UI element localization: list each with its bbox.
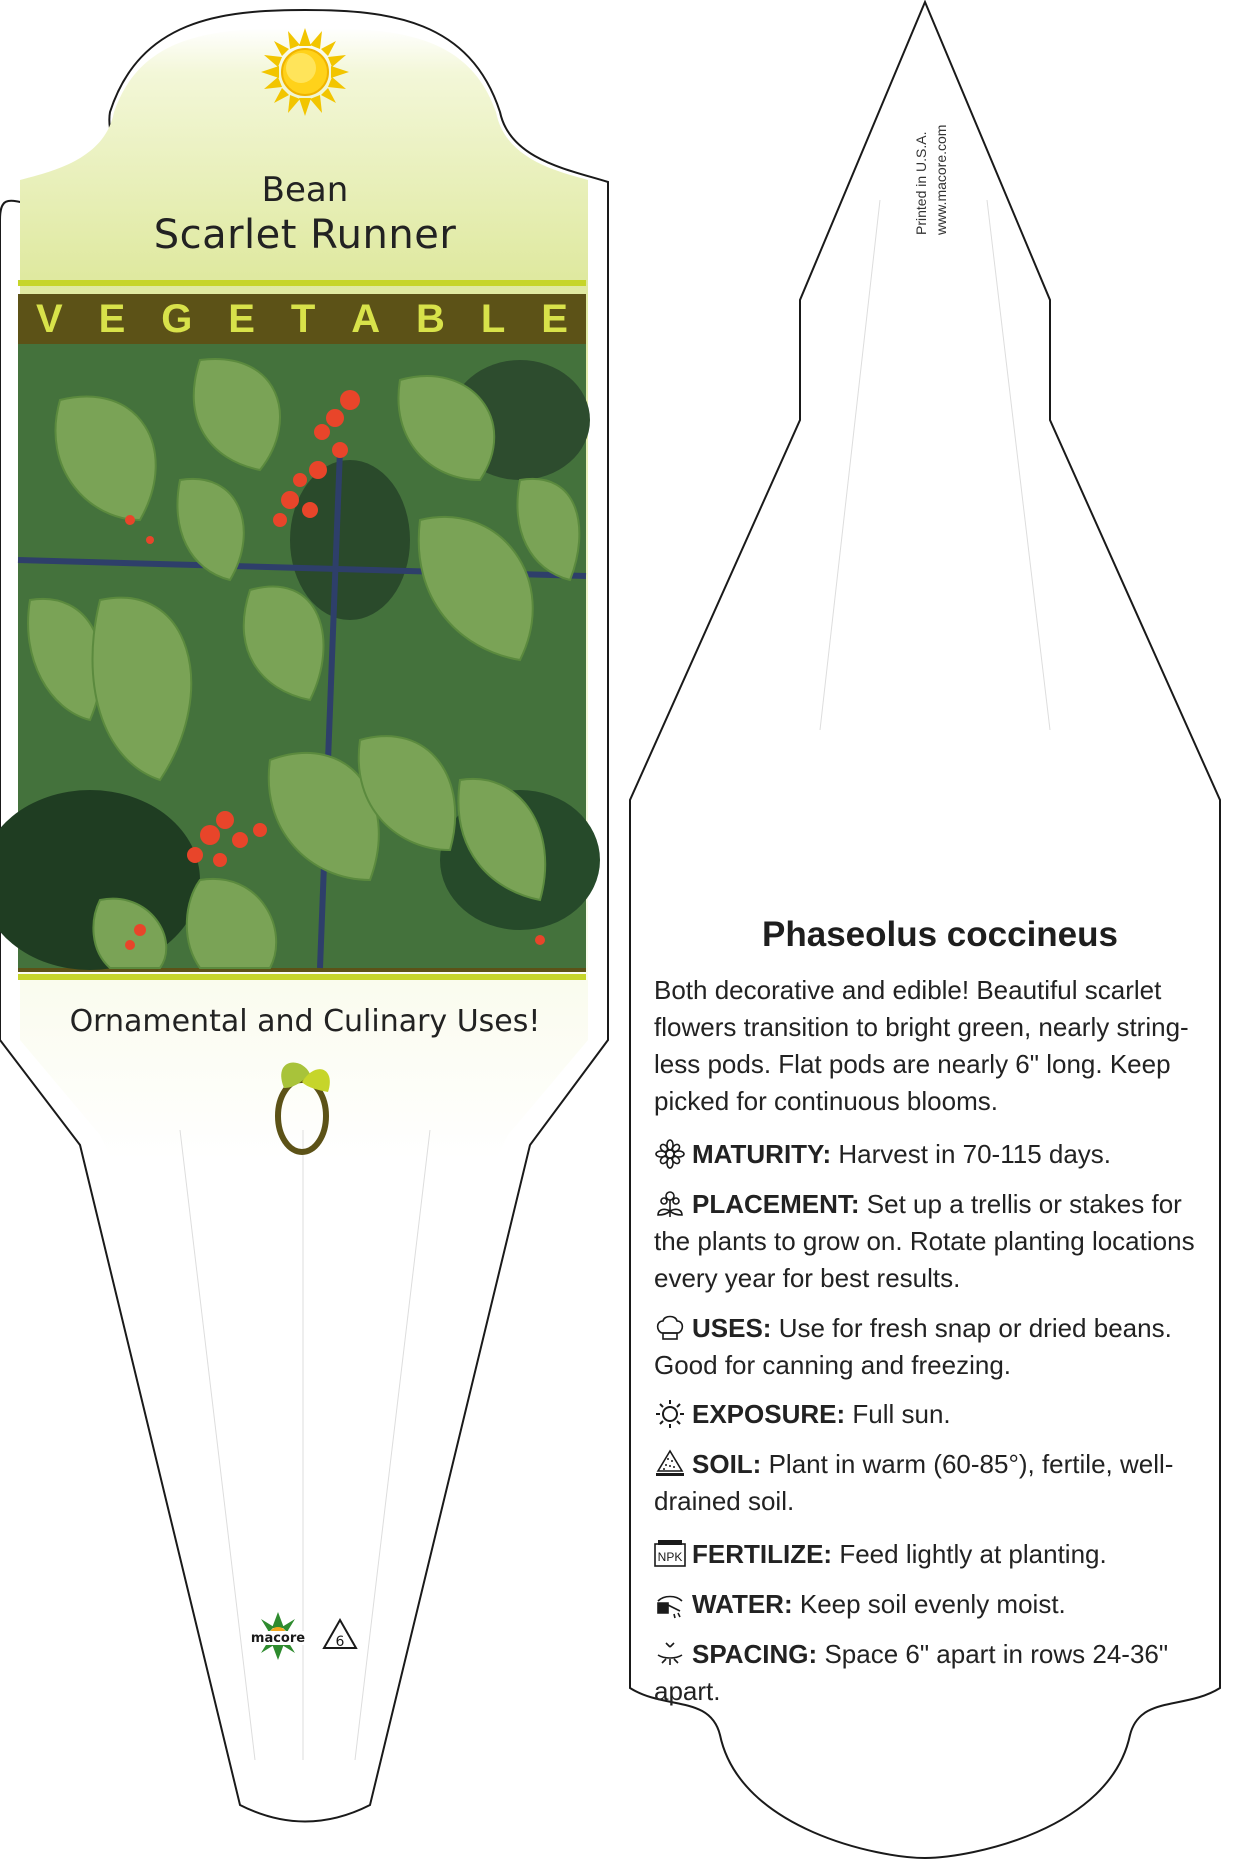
care-label: FERTILIZE: [692,1539,833,1569]
care-text: Keep soil evenly moist. [799,1589,1066,1619]
website: www.macore.com [933,124,949,235]
variety-name: Scarlet Runner [153,212,457,258]
chef-hat-icon [654,1313,686,1343]
spacing-icon [654,1639,686,1669]
svg-text:6: 6 [335,1634,345,1650]
category-letter: E [98,296,126,341]
soil-icon [654,1449,686,1479]
category-letter: V [36,296,63,341]
care-label: MATURITY: [692,1139,832,1169]
category-letter: T [290,296,316,341]
category-letter: B [416,296,445,341]
description: Both decorative and edible! Beautiful scarlet flowers transition to bright green, nearly string-less pods. Flat pods are nearly 6" long. Keep picked for continuous blooms. [654,975,1189,1116]
care-water [654,1586,1216,1623]
category-letter: G [161,296,193,341]
care-soil [654,1446,1216,1520]
npk-icon [654,1539,686,1569]
care-exposure [654,1396,1216,1433]
care-label: EXPOSURE: [692,1399,846,1429]
care-text: Feed lightly at planting. [839,1539,1107,1569]
category-letter: E [541,296,568,341]
care-label: USES: [692,1313,772,1343]
printed-in: Printed in U.S.A. [913,131,929,235]
care-maturity [654,1136,1216,1173]
plant-photo [0,344,600,970]
care-label: SPACING: [692,1639,818,1669]
svg-text:NPK: NPK [657,1550,683,1564]
botanical-name: Phaseolus coccineus [762,915,1118,954]
sun-outline-icon [654,1399,686,1429]
plant-icon [654,1189,686,1219]
care-uses [654,1310,1216,1384]
care-fertilize [654,1536,1216,1573]
care-text: Space 6" apart in rows 24-36" apart. [654,1639,1169,1706]
care-text: Full sun. [852,1399,951,1429]
common-name: Bean [261,170,349,210]
sun-icon [261,28,349,116]
category-letter: A [351,296,381,341]
care-label: WATER: [692,1589,793,1619]
flower-icon [654,1139,686,1169]
printer-info [895,95,1055,245]
care-label: PLACEMENT: [692,1189,860,1219]
care-placement [654,1186,1216,1297]
watering-can-icon [654,1589,686,1619]
care-text: Use for fresh snap or dried beans. Good for canning and freezing. [654,1313,1172,1380]
care-text: Plant in warm (60-85°), fertile, well-drained soil. [654,1449,1174,1516]
tagline: Ornamental and Culinary Uses! [69,1004,541,1039]
category-letter: E [228,296,255,341]
care-text: Harvest in 70-115 days. [838,1139,1112,1169]
care-spacing [654,1636,1216,1710]
category-label [18,296,586,342]
care-text: Set up a trellis or stakes for the plants to grow on. Rotate planting locations every year for best results. [654,1189,1195,1293]
svg-text:macore: macore [250,1631,306,1646]
category-letter: L [480,296,506,341]
care-label: SOIL: [692,1449,762,1479]
